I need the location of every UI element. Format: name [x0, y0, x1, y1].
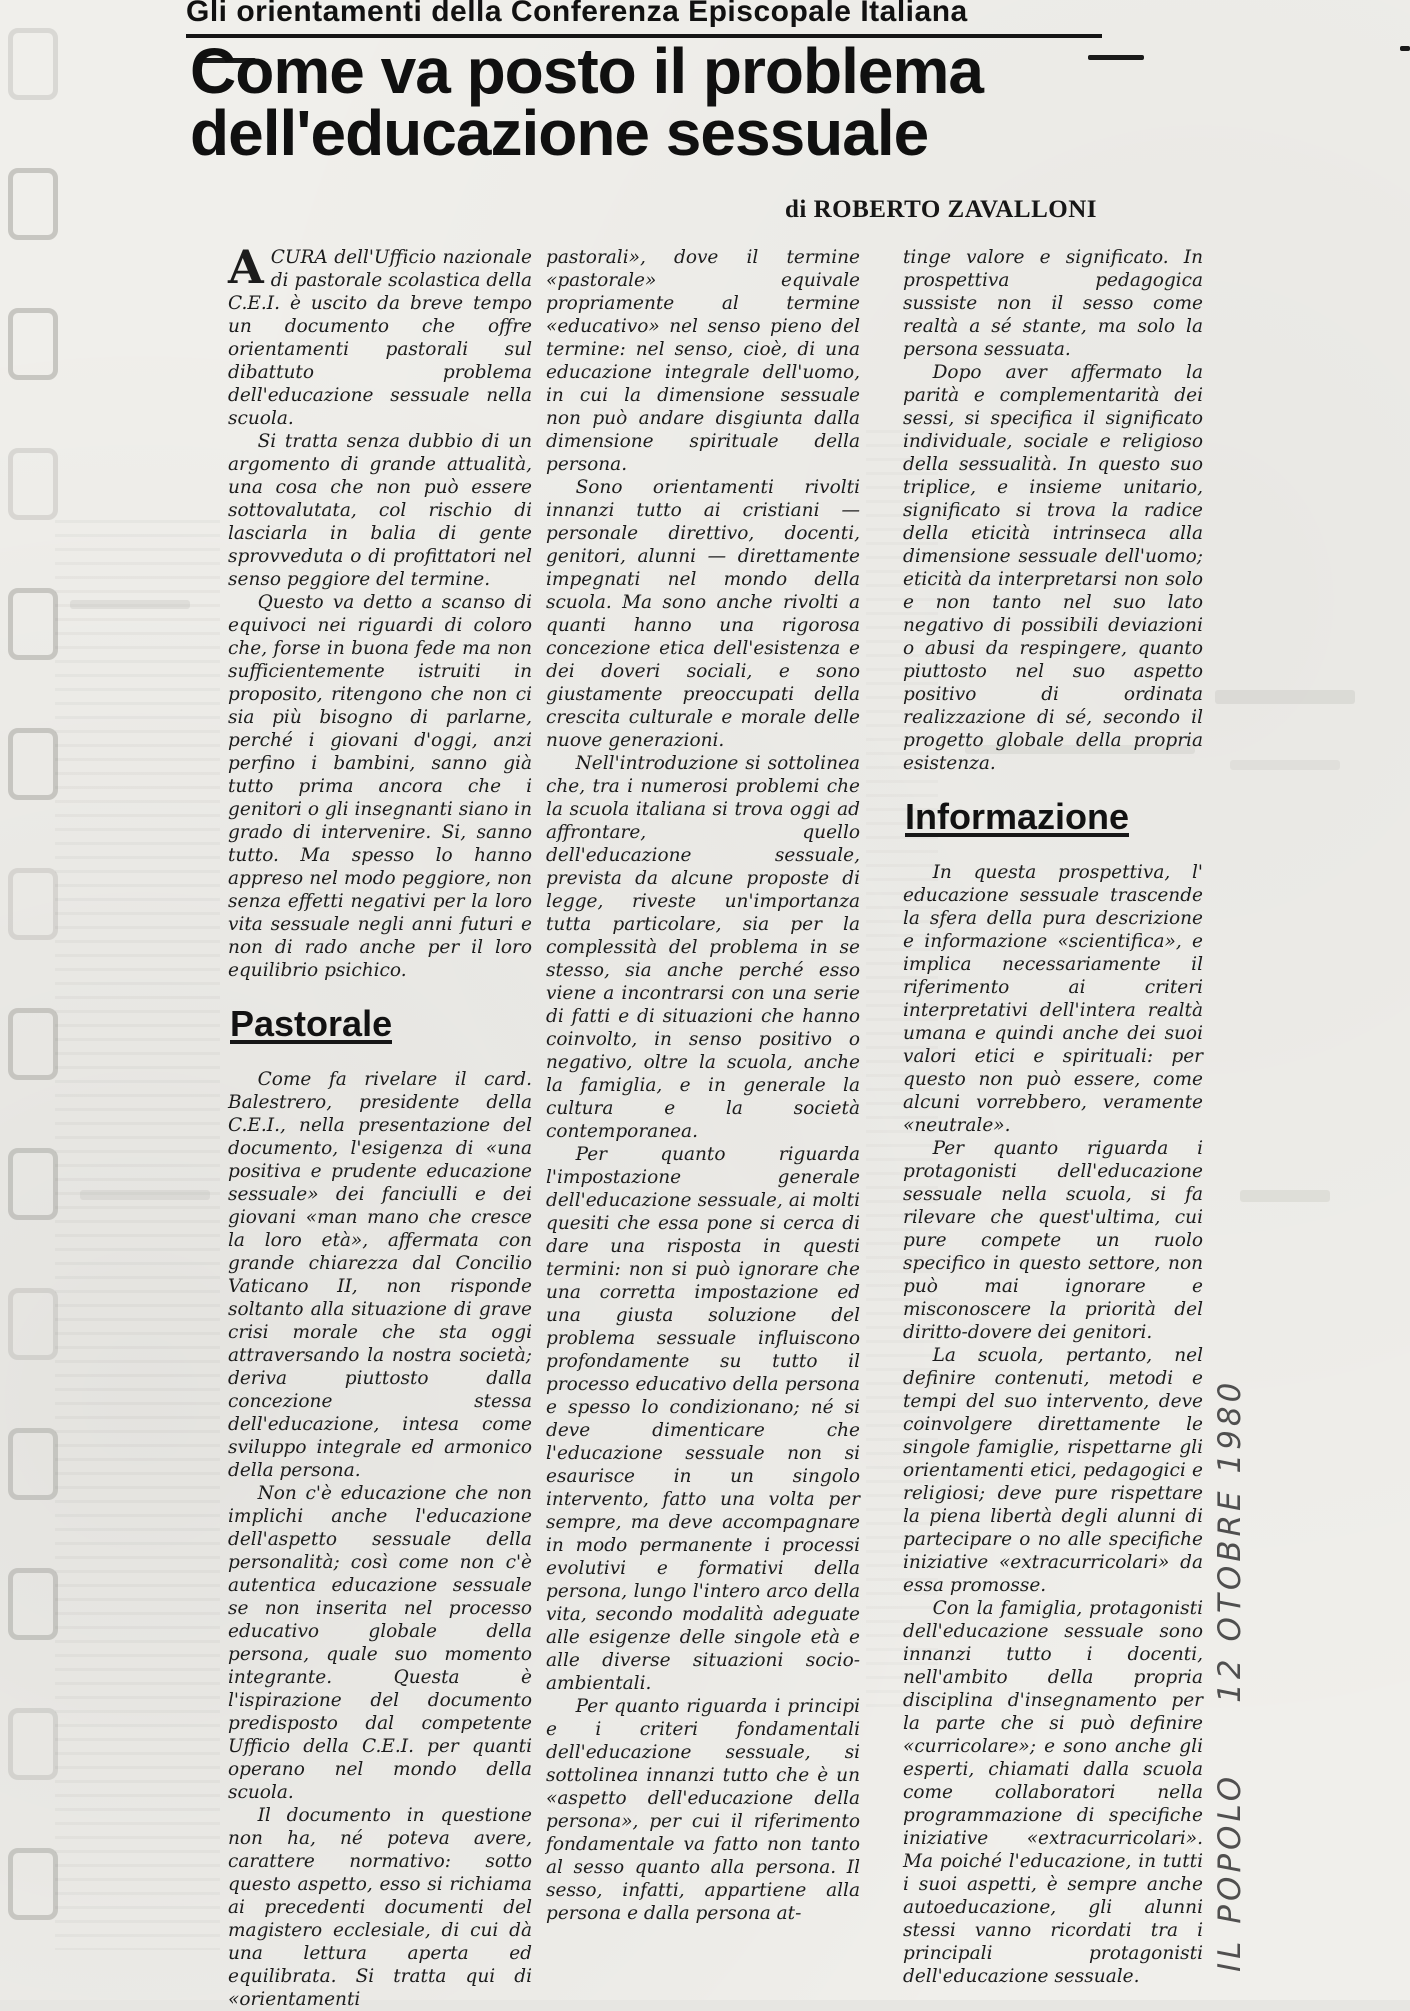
article-title-line1: Come va posto il problema [190, 35, 983, 107]
article-paragraph: Per quanto riguarda i protagonisti dell'educazione sessuale nella scuola, si fa rilevare che quest'ultima, cui pure compete un ruolo specifico in questo settore, non può mai ignorare e misconoscere la priorità del diritto-dovere dei genitori. [903, 1138, 1203, 1343]
punch-hole [8, 28, 58, 100]
kicker-headline: Gli orientamenti della Conferenza Episcopale Italiana [186, 0, 1102, 38]
article-paragraph: Con la famiglia, protagonisti dell'educazione sessuale sono innanzi tutto i docenti, nell'ambito della propria disciplina d'insegnamento per la parte che si può definire «curricolare»; e sono anche gli esperti, chiamati dalla scuola come collaboratori nella programmazione di specifiche iniziative «extracurricolari». Ma poiché l'educazione, in tutti i suoi aspetti, è sempre anche autoeducazione, gli alunni stessi vanno ricordati tra i principali protagonisti dell'educazione sessuale. [903, 1598, 1203, 1987]
article-paragraph: Si tratta senza dubbio di un argomento di grande attualità, una cosa che non può essere sottovalutata, col rischio di lasciarla in balia di gente sprovveduta o di profittatori nel senso peggiore del termine. [228, 431, 532, 590]
section-heading-informazione [905, 796, 1203, 837]
punch-hole [8, 168, 58, 240]
article-paragraph: Dopo aver affermato la parità e complementarità dei sessi, si specifica il significato individuale, sociale e religioso della sessualità. In questo suo triplice, e insieme unitario, significato si trova la radice della eticità intrinseca alla dimensione sessuale dell'uomo; eticità da interpretarsi non solo e non tanto nel suo lato negativo di possibili deviazioni o abusi da respingere, quanto piuttosto nel suo aspetto positivo di ordinata realizzazione di sé, secondo il progetto globale della propria esistenza. [903, 362, 1203, 774]
drop-cap: A [228, 240, 264, 294]
byline: di ROBERTO ZAVALLONI [784, 196, 1097, 223]
punch-hole [8, 1568, 58, 1640]
punch-hole [8, 308, 58, 380]
article-paragraph: In questa prospettiva, l' educazione sessuale trascende la sfera della pura descrizione e informazione «scientifica», e implica necessariamente il riferimento ai criteri interpretativi dell'intera realtà umana e quindi anche dei suoi valori etici e spirituali: per questo non può essere, come alcuni vorrebbero, veramente «neutrale». [903, 862, 1203, 1136]
article-paragraph: Per quanto riguarda l'impostazione generale dell'educazione sessuale, ai molti quesiti che essa pone si cerca di dare una risposta in questi termini: non si può ignorare che una corretta impostazione ed una giusta soluzione del problema sessuale influiscono profondamente su tutto il processo educativo della persona e spesso lo condizionano; né si deve dimenticare che l'educazione sessuale non si esaurisce in un singolo intervento, fatto una volta per sempre, ma deve accompagnare in modo permanente i processi evolutivi e formativi della persona, lungo l'intero arco della vita, secondo modalità adeguate alle esigenze delle singole età e alle diverse situazioni socio-ambientali. [546, 1144, 860, 1694]
punch-hole [8, 868, 58, 940]
article-paragraph: Come fa rivelare il card. Balestrero, presidente della C.E.I., nella presentazione del documento, l'esigenza di «una positiva e prudente educazione sessuale» dei fanciulli e dei giovani «man mano che cresce la loro età», affermata con grande chiarezza dal Concilio Vaticano II, non risponde soltanto alla situazione di grave crisi morale che sta oggi attraversando la nostra società; deriva piuttosto dalla concezione stessa dell'educazione, intesa come sviluppo integrale ed armonico della persona. [228, 1069, 532, 1481]
article-column-3 [903, 246, 1203, 1988]
punch-hole [8, 1288, 58, 1360]
article-title [190, 35, 1150, 169]
article-paragraph: La scuola, pertanto, nel definire contenuti, metodi e tempi del suo intervento, deve coinvolgere direttamente le singole famiglie, rispettarne gli orientamenti etici, pedagogici e religiosi; deve pure rispettare la piena libertà degli alunni di partecipare o no alle specifiche iniziative «extracurricolari» da essa promosse. [903, 1345, 1203, 1596]
article-paragraph: Non c'è educazione che non implichi anche l'educazione dell'aspetto sessuale della personalità; così come non c'è autentica educazione sessuale se non inserita nel processo educativo globale della persona, quale suo momento integrante. Questa è l'ispirazione del documento predisposto dal competente Ufficio della C.E.I. per quanti operano nel mondo della scuola. [228, 1483, 532, 1803]
article-paragraph: Per quanto riguarda i principi e i criteri fondamentali dell'educazione sessuale, si sottolinea innanzi tutto che è un «aspetto dell'educazione della persona», per cui il riferimento fondamentale va fatto non tanto al sesso quanto alla persona. Il sesso, infatti, appartiene alla persona e dalla persona at- [546, 1696, 860, 1924]
article-paragraph: ACURA dell'Ufficio nazionale di pastorale scolastica della C.E.I. è uscito da breve tempo un documento che offre orientamenti pastorali sul dibattuto problema dell'educazione sessuale nella scuola. [228, 240, 532, 429]
photocopy-smudge [70, 600, 190, 609]
punch-hole [8, 588, 58, 660]
photocopy-smudge [1240, 1190, 1330, 1202]
photocopy-smudge [80, 1190, 210, 1200]
section-heading-pastorale [230, 1003, 532, 1044]
punch-hole-strip [0, 0, 70, 2000]
handwritten-date: 12 OTOBRE 1980 [1212, 1378, 1248, 1703]
punch-hole [8, 1848, 58, 1920]
article-paragraph: pastorali», dove il termine «pastorale» equivale propriamente al termine «educativo» nel senso pieno del termine: nel senso, cioè, di una educazione integrale dell'uomo, in cui la dimensione sessuale non può andare disgiunta dalla dimensione spirituale della persona. [546, 247, 860, 475]
photocopy-smudge [1230, 760, 1340, 770]
punch-hole [8, 1428, 58, 1500]
punch-hole [8, 1008, 58, 1080]
article-title-line2: dell'educazione sessuale [190, 97, 929, 169]
photocopy-smudge [1215, 690, 1355, 704]
section-heading-label: Informazione [905, 796, 1130, 837]
scan-noise-band [55, 520, 220, 1950]
punch-hole [8, 448, 58, 520]
punch-hole [8, 728, 58, 800]
punch-hole [8, 1708, 58, 1780]
article-column-2 [546, 246, 860, 1925]
print-dash [1400, 46, 1410, 51]
article-paragraph: Sono orientamenti rivolti innanzi tutto ai cristiani — personale direttivo, docenti, genitori, alunni — direttamente impegnati nel mondo della scuola. Ma sono anche rivolti a quanti hanno una rigorosa concezione etica dell'esistenza e dei doveri sociali, e sono giustamente preoccupati della crescita culturale e morale delle nuove generazioni. [546, 477, 860, 751]
handwritten-date-note [1212, 1042, 1248, 1972]
article-paragraph: tinge valore e significato. In prospettiva pedagogica sussiste non il sesso come realtà a sé stante, ma solo la persona sessuata. [903, 247, 1203, 360]
section-heading-label: Pastorale [230, 1003, 393, 1044]
article-paragraph: Nell'introduzione si sottolinea che, tra i numerosi problemi che la scuola italiana si trova oggi ad affrontare, quello dell'educazione sessuale, prevista da alcune proposte di legge, riveste un'importanza tutta particolare, sia per la complessità del problema in se stesso, sia anche perché esso viene a incontrarsi con una serie di fatti e di situazioni che hanno coinvolto, in senso positivo o negativo, oltre la scuola, anche la famiglia, e in generale la cultura e la società contemporanea. [546, 753, 860, 1142]
article-paragraph: Questo va detto a scanso di equivoci nei riguardi di coloro che, forse in buona fede ma non sufficientemente istruiti in proposito, ritengono che non ci sia più bisogno di parlarne, perché i giovani d'oggi, anzi perfino i bambini, sanno già tutto prima ancora che i genitori o gli insegnanti siano in grado di intervenire. Si, sanno tutto. Ma spesso lo hanno appreso nel modo peggiore, non senza effetti negativi per la loro vita sessuale negli anni futuri e non di rado anche per il loro equilibrio psichico. [228, 592, 532, 981]
handwritten-publication: IL POPOLO [1212, 1772, 1248, 1972]
punch-hole [8, 1148, 58, 1220]
article-column-1 [228, 240, 532, 2011]
article-paragraph: Il documento in questione non ha, né poteva avere, carattere normativo: sotto questo aspetto, esso si richiama ai precedenti documenti del magistero ecclesiale, di cui dà una lettura aperta ed equilibrata. Si tratta qui di «orientamenti [228, 1805, 532, 2010]
